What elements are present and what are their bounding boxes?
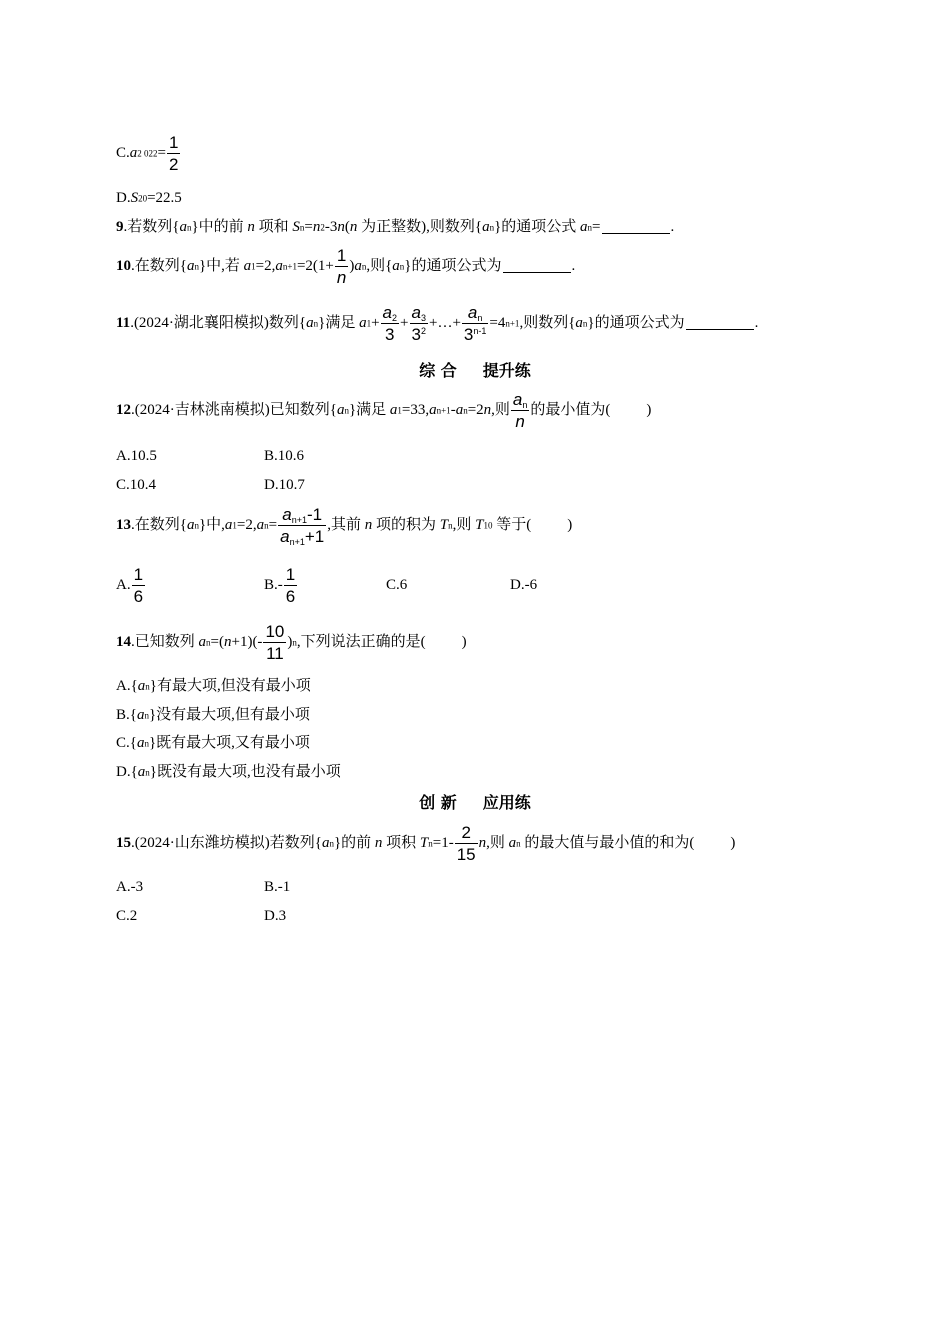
option-a: A.-3 xyxy=(116,879,144,896)
option-d-s20: D.S20=22.5 xyxy=(116,190,182,207)
answer-blank xyxy=(602,221,670,234)
question-12: 12.(2024·吉林洮南模拟)已知数列{an}满足 a1=33,an+1-an=2n,则 $\frac{a_n}{n}$ 的最小值为( ) xyxy=(116,390,652,431)
question-15-options-row1 xyxy=(116,880,290,895)
question-15: 15.(2024·山东潍坊模拟)若数列{an}的前 n 项积 Tn=1- $\frac{2}{15}$ n,则 an 的最大值与最小值的和为( ) xyxy=(116,823,736,864)
question-12-options-row2 xyxy=(116,478,305,493)
section-heading-comprehensive: 综 合 提升练 xyxy=(419,361,531,380)
question-13: 13.在数列{an}中,a1=2,an= $\frac{a_{n+1}-1}{a_{n+1}+1}$ ,其前 n 项的积为 Tn,则 T10 等于( ) xyxy=(116,505,573,547)
question-11: 11.(2024·湖北襄阳模拟)数列{an}满足 a1+ $\frac{a_2}{3}$ + $\frac{a_3}{3^2}$ +…+ $\frac{a_n}{3^{n-1}}$ =4n+1,则数列{an}的通项公式为 . xyxy=(116,303,759,344)
question-14-option-a: A.{an}有最大项,但没有最小项 xyxy=(116,678,311,695)
answer-blank xyxy=(686,317,754,330)
question-14: 14.已知数列 an=(n+1)(- $\frac{10}{11}$ )n,下列说法正确的是( ) xyxy=(116,622,467,663)
option-b: B.- $\frac{1}{6}$ xyxy=(264,565,296,606)
option-c: C.2 xyxy=(116,908,138,925)
option-a: A.10.5 xyxy=(116,448,157,465)
question-12-options-row1 xyxy=(116,449,304,464)
question-10: 10.在数列{an}中,若 a1=2,an+1=2(1+ $\frac{1}{n}$ )an,则{an}的通项公式为 . xyxy=(116,246,576,287)
option-c: C.10.4 xyxy=(116,477,157,494)
question-15-options-row2 xyxy=(116,909,286,924)
option-a: A. $\frac{1}{6}$ xyxy=(116,565,144,606)
option-b: B.10.6 xyxy=(264,448,305,465)
question-13-options xyxy=(116,566,537,605)
answer-blank xyxy=(503,260,571,273)
question-14-option-d: D.{an}既没有最大项,也没有最小项 xyxy=(116,764,341,781)
option-b: B.-1 xyxy=(264,879,291,896)
option-d: D.-6 xyxy=(510,577,538,593)
question-14-option-b: B.{an}没有最大项,但有最小项 xyxy=(116,707,310,724)
option-c: C.6 xyxy=(386,577,408,593)
option-c-a2022: C.a2 022= $\frac{1}{2}$ xyxy=(116,133,179,174)
option-d: D.3 xyxy=(264,908,287,925)
question-14-option-c: C.{an}既有最大项,又有最小项 xyxy=(116,735,310,752)
option-d: D.10.7 xyxy=(264,477,305,494)
section-heading-innovation: 创 新 应用练 xyxy=(419,793,531,812)
question-9: 9.若数列{an}中的前 n 项和 Sn=n2-3n(n 为正整数),则数列{an}的通项公式 an= . xyxy=(116,219,675,236)
